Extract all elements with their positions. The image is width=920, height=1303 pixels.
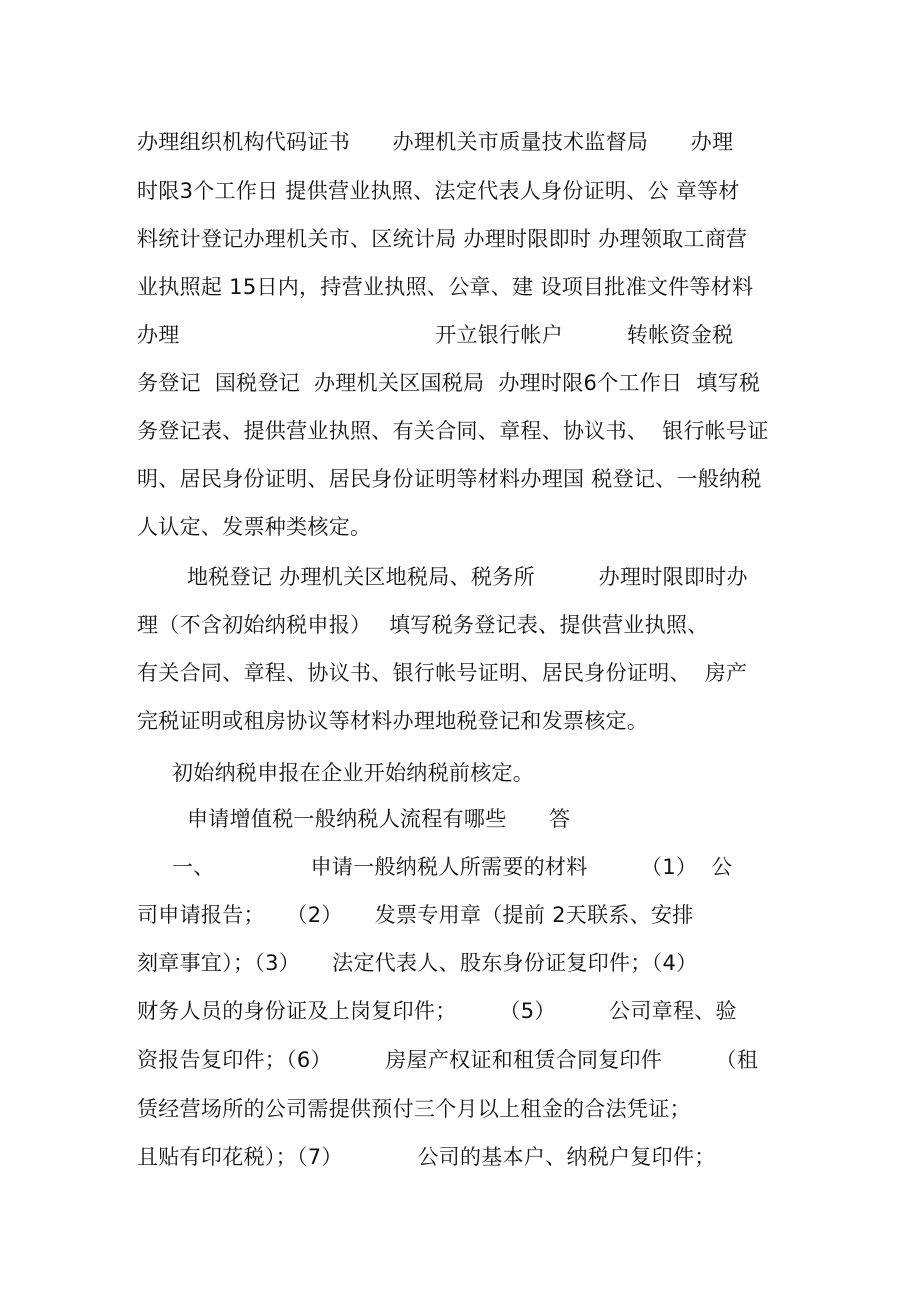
text-line: 初始纳税申报在企业开始纳税前核定。 bbox=[172, 761, 535, 785]
text-line: 明、居民身份证明、居民身份证明等材料办理国 税登记、一般纳税 bbox=[137, 467, 762, 491]
text-line: 业执照起 15日内，持营业执照、公章、建 设项目批准文件等材料 bbox=[137, 275, 754, 299]
text-line: 一、 申请一般纳税人所需要的材料 （1） 公 bbox=[172, 855, 733, 879]
text-line: 务登记 国税登记 办理机关区国税局 办理时限6个工作日 填写税 bbox=[137, 371, 761, 395]
text-line: 办理组织机构代码证书 办理机关市质量技术监督局 办理 bbox=[137, 130, 734, 154]
text-line: 有关合同、章程、协议书、银行帐号证明、居民身份证明、 房产 bbox=[137, 661, 748, 685]
text-line: 司申请报告； （2） 发票专用章（提前 2天联系、安排 bbox=[137, 903, 694, 927]
text-line: 申请增值税一般纳税人流程有哪些 答 bbox=[187, 807, 571, 831]
text-line: 时限3个工作日 提供营业执照、法定代表人身份证明、公 章等材 bbox=[137, 179, 740, 203]
text-line: 务登记表、提供营业执照、有关合同、章程、协议书、 银行帐号证 bbox=[137, 419, 769, 443]
text-line: 完税证明或租房协议等材料办理地税登记和发票核定。 bbox=[137, 709, 649, 733]
text-line: 赁经营场所的公司需提供预付三个月以上租金的合法凭证； bbox=[137, 1097, 691, 1121]
text-line: 财务人员的身份证及上岗复印件； （5） 公司章程、验 bbox=[137, 999, 737, 1023]
text-line: 料统计登记办理机关市、区统计局 办理时限即时 办理领取工商营 bbox=[137, 227, 748, 251]
text-line: 地税登记 办理机关区地税局、税务所 办理时限即时办 bbox=[187, 565, 748, 589]
text-line: 理（不含初始纳税申报） 填写税务登记表、提供营业执照、 bbox=[137, 613, 709, 637]
text-line: 资报告复印件；（6） 房屋产权证和租赁合同复印件 （租 bbox=[137, 1048, 759, 1072]
text-line: 且贴有印花税）；（7） 公司的基本户、纳税户复印件； bbox=[137, 1145, 716, 1169]
text-line: 办理 开立银行帐户 转帐资金税 bbox=[137, 323, 734, 347]
text-line: 人认定、发票种类核定。 bbox=[137, 515, 372, 539]
text-line: 刻章事宜）；（3） 法定代表人、股东身份证复印件；（4） bbox=[137, 951, 698, 975]
